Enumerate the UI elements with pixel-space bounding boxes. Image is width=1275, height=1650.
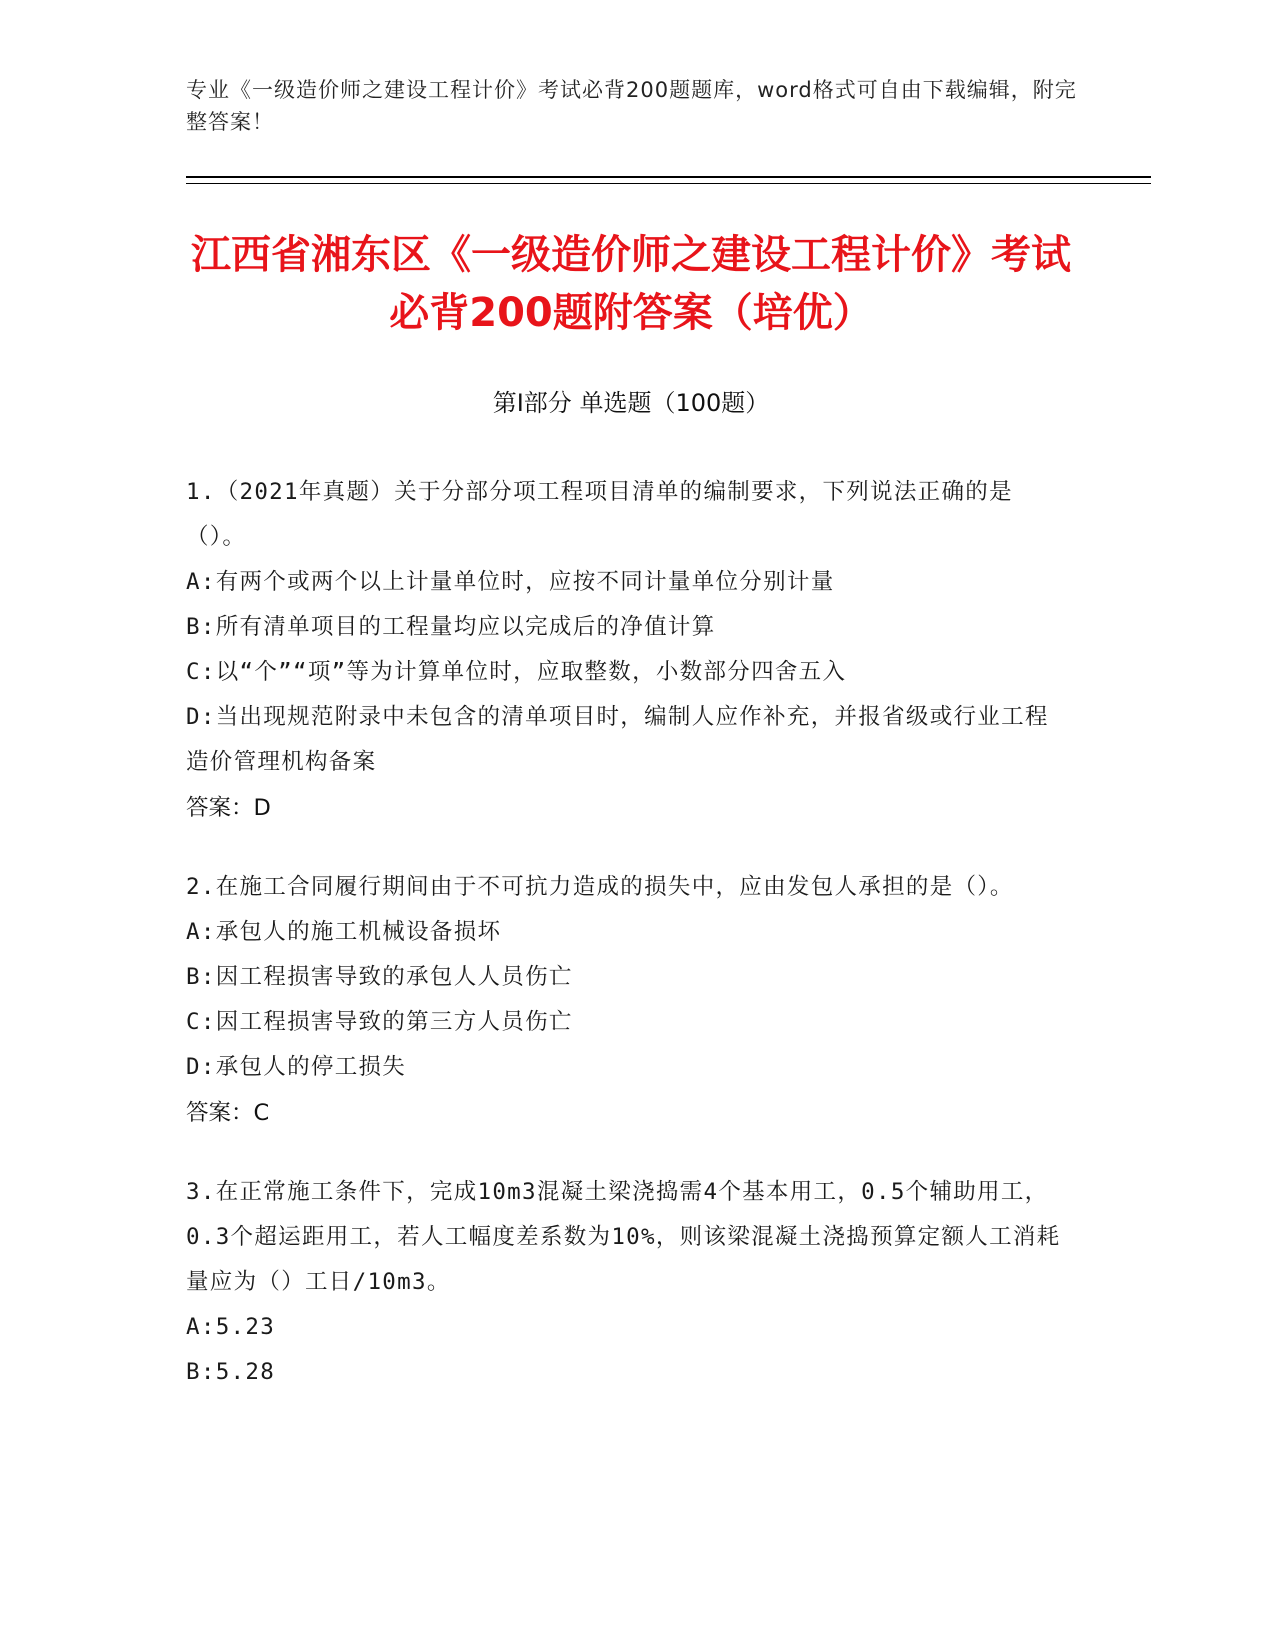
question-item (186, 1170, 1066, 1395)
option-b: B:因工程损害导致的承包人人员伤亡 (186, 964, 573, 990)
question-stem: 3.在正常施工条件下，完成10m3混凝土梁浇捣需4个基本用工，0.5个辅助用工，0.3个超运距用工，若人工幅度差系数为10%，则该梁混凝土浇捣预算定额人工消耗量应为（）工日/10m3。 (186, 1179, 1061, 1295)
option-a: A:承包人的施工机械设备损坏 (186, 919, 502, 945)
option-a: A:5.23 (186, 1314, 276, 1340)
question-item (186, 470, 1066, 831)
option-b: B:5.28 (186, 1359, 276, 1385)
header-note: 专业《一级造价师之建设工程计价》考试必背200题题库，word格式可自由下载编辑，附完整答案！ (186, 78, 1077, 134)
answer-text: 答案：C (186, 1100, 270, 1126)
header-divider-thin (186, 183, 1151, 184)
option-c: C:以“个”“项”等为计算单位时，应取整数，小数部分四舍五入 (186, 659, 847, 685)
question-stem: 2.在施工合同履行期间由于不可抗力造成的损失中，应由发包人承担的是（）。 (186, 874, 1014, 900)
option-d: D:承包人的停工损失 (186, 1054, 407, 1080)
question-item (186, 865, 1066, 1136)
answer-text: 答案：D (186, 795, 271, 821)
option-a: A:有两个或两个以上计量单位时，应按不同计量单位分别计量 (186, 569, 835, 595)
document-title: 江西省湘东区《一级造价师之建设工程计价》考试必背200题附答案（培优） (191, 232, 1071, 336)
option-b: B:所有清单项目的工程量均应以完成后的净值计算 (186, 614, 716, 640)
option-d: D:当出现规范附录中未包含的清单项目时，编制人应作补充，并报省级或行业工程造价管理机构备案 (186, 704, 1049, 775)
question-stem: 1.（2021年真题）关于分部分项工程项目清单的编制要求，下列说法正确的是（）。 (186, 479, 1013, 550)
section-title: 第Ⅰ部分 单选题（100题） (492, 389, 770, 417)
option-c: C:因工程损害导致的第三方人员伤亡 (186, 1009, 573, 1035)
header-divider-thick (186, 176, 1151, 178)
question-list (186, 470, 1066, 1429)
